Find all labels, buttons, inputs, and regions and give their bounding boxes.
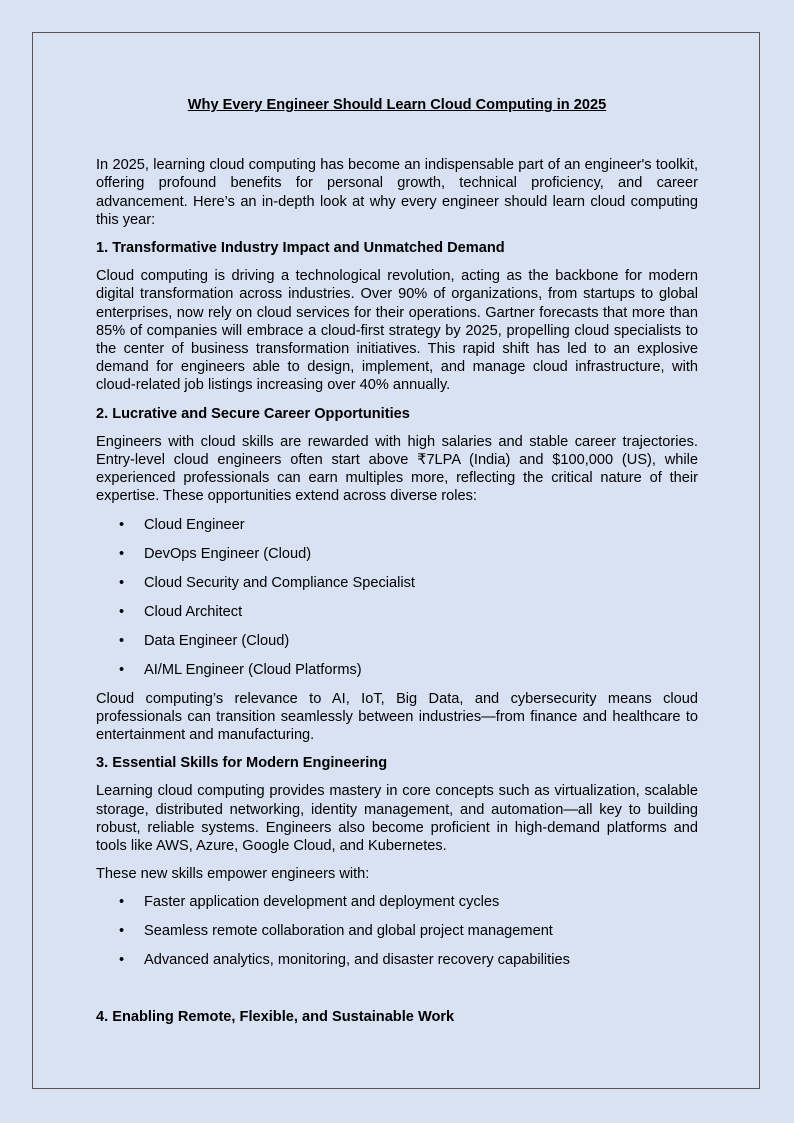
document-title: Why Every Engineer Should Learn Cloud Computing in 2025 <box>187 97 607 113</box>
bullet-icon: • <box>119 952 125 969</box>
list-item: • Cloud Architect <box>119 603 243 620</box>
section-1-heading: 1. Transformative Industry Impact and Unmatched Demand <box>96 240 505 257</box>
bullet-icon: • <box>119 545 125 562</box>
bullet-icon: • <box>119 632 125 649</box>
skills-benefits-list <box>96 893 698 969</box>
bullet-icon: • <box>119 923 125 940</box>
career-roles-list <box>96 516 698 679</box>
bullet-icon: • <box>119 894 125 911</box>
section-3-body: Learning cloud computing provides mastery in core concepts such as virtualization, scalable storage, distributed networking, identity management, and automation—all key to building robust, reliable systems. Engineers also become proficient in high-demand platforms and tools like AWS, Azure, Google Cloud, and Kubernetes. <box>96 783 698 855</box>
bullet-icon: • <box>119 516 125 533</box>
list-item: • Advanced analytics, monitoring, and disaster recovery capabilities <box>119 952 570 969</box>
section-spacer <box>96 980 698 1008</box>
section-2-after: Cloud computing’s relevance to AI, IoT, Big Data, and cybersecurity means cloud professionals can transition seamlessly between industries—from finance and healthcare to entertainment and manufacturing. <box>96 690 698 744</box>
section-2-heading: 2. Lucrative and Secure Career Opportunities <box>96 405 410 422</box>
bullet-icon: • <box>119 603 125 620</box>
list-item: • Seamless remote collaboration and global project management <box>119 923 553 940</box>
section-3-lead: These new skills empower engineers with: <box>96 866 370 883</box>
section-4-heading: 4. Enabling Remote, Flexible, and Sustainable Work <box>96 1009 455 1026</box>
section-2-body: Engineers with cloud skills are rewarded with high salaries and stable career trajectories. Entry-level cloud engineers often start above ₹7LPA (India) and $100,000 (US), while experienced professionals can earn multiples more, reflecting the critical nature of their expertise. These opportunities extend across diverse roles: <box>96 433 698 505</box>
section-3-heading: 3. Essential Skills for Modern Engineering <box>96 755 388 772</box>
section-1-body: Cloud computing is driving a technological revolution, acting as the backbone for modern digital transformation across industries. Over 90% of organizations, from startups to global enterprises, now rely on cloud services for their operations. Gartner forecasts that more than 85% of companies will embrace a cloud-first strategy by 2025, propelling cloud specialists to the center of business transformation initiatives. This rapid shift has led to an explosive demand for engineers able to design, implement, and manage cloud infrastructure, with cloud-related job listings increasing over 40% annually. <box>96 268 698 394</box>
list-item: • AI/ML Engineer (Cloud Platforms) <box>119 661 362 678</box>
bullet-icon: • <box>119 661 125 678</box>
list-item: • Cloud Engineer <box>119 516 245 533</box>
intro-paragraph: In 2025, learning cloud computing has become an indispensable part of an engineer's toolkit, offering profound benefits for personal growth, technical proficiency, and career advancement. Here’s an in-depth look at why every engineer should learn cloud computing this year: <box>96 157 698 228</box>
list-item: • DevOps Engineer (Cloud) <box>119 545 312 562</box>
bullet-icon: • <box>119 574 125 591</box>
list-item: • Data Engineer (Cloud) <box>119 632 290 649</box>
list-item: • Faster application development and deployment cycles <box>119 894 500 911</box>
document-body <box>96 96 698 1037</box>
list-item: • Cloud Security and Compliance Specialist <box>119 574 415 591</box>
